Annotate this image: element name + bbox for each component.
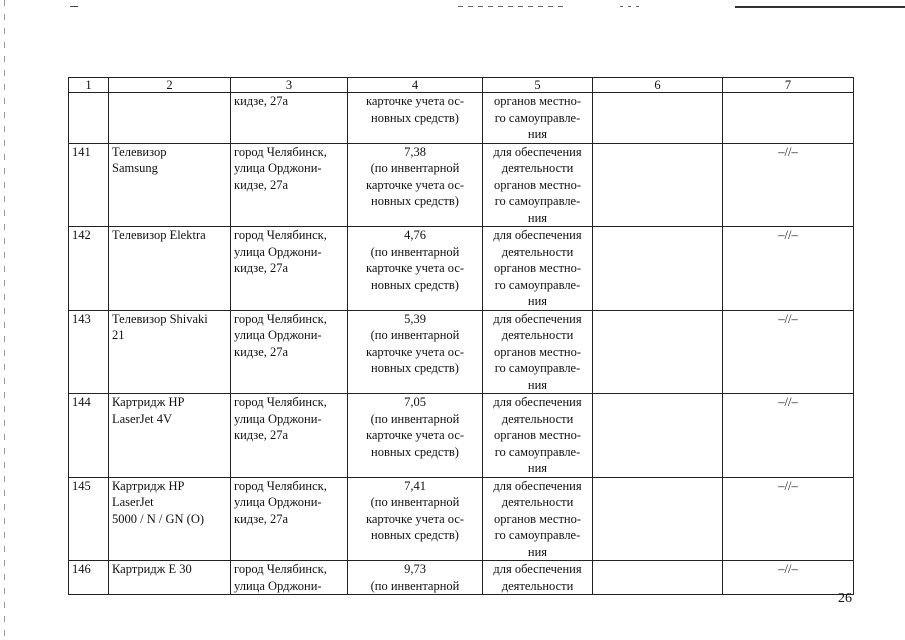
cell-col6 (593, 394, 723, 478)
cell-cost (348, 477, 483, 561)
cell-name (109, 394, 231, 478)
address-line: улица Орджони- (234, 578, 322, 593)
column-header: 4 (348, 78, 483, 93)
cell-note (723, 143, 854, 227)
address-line: улица Орджони- (234, 328, 322, 342)
name-line: Картридж HP (112, 395, 185, 409)
name-line: Телевизор (112, 144, 167, 159)
note-value: –//– (778, 228, 798, 242)
purpose-line: для обеспечения (493, 478, 582, 493)
cost-line: 7,05 (404, 395, 426, 409)
cost-line: новных средств) (371, 194, 459, 208)
cost-line: карточке учета ос- (365, 177, 465, 192)
cost-line: (по инвентарной (370, 328, 460, 342)
note-value: –//– (778, 478, 798, 493)
name-line: LaserJet 4V (112, 411, 173, 426)
cell-note (723, 310, 854, 394)
cost-line: карточке учета ос- (365, 511, 465, 526)
purpose-line: деятельности (501, 161, 574, 175)
name-line: Картридж HP (112, 478, 185, 493)
cost-line: (по инвентарной (370, 495, 460, 509)
page-number: 26 (838, 591, 852, 606)
purpose-line: ния (527, 210, 548, 225)
purpose-line: органов местно- (493, 344, 582, 359)
cell-note (723, 561, 854, 595)
cell-purpose (483, 310, 593, 394)
address-line: город Челябинск, (234, 395, 327, 409)
inventory-table (68, 77, 854, 595)
cell-address (231, 227, 348, 311)
cost-line: новных средств) (371, 277, 459, 292)
cell-address (231, 310, 348, 394)
cell-address (231, 143, 348, 227)
cell-name (109, 143, 231, 227)
column-number-row (69, 78, 854, 93)
purpose-line: органов местно- (493, 428, 582, 442)
cell-col6 (593, 93, 723, 144)
scan-top-rule (735, 6, 905, 8)
cost-line: карточке учета ос- (365, 261, 465, 275)
purpose-line: ния (527, 544, 548, 559)
purpose-line: органов местно- (493, 177, 582, 192)
scan-edge-shadow (4, 0, 5, 640)
cost-line: 5,39 (404, 311, 426, 326)
cost-line: 7,38 (404, 144, 426, 159)
purpose-line: ния (527, 377, 548, 392)
note-value: –//– (778, 562, 798, 576)
cell-note (723, 227, 854, 311)
address-line: город Челябинск, (234, 311, 327, 326)
cell-cost (348, 93, 483, 144)
cell-cost (348, 227, 483, 311)
address-line: кидзе, 27а (234, 344, 289, 359)
cell-address (231, 561, 348, 595)
cost-line: карточке учета ос- (365, 428, 465, 442)
purpose-line: ния (527, 127, 548, 141)
address-line: город Челябинск, (234, 228, 327, 242)
cell-col6 (593, 561, 723, 595)
cell-num (69, 143, 109, 227)
name-line: 21 (112, 328, 125, 342)
cell-name (109, 93, 231, 144)
address-line: кидзе, 27а (234, 511, 289, 526)
cell-num (69, 394, 109, 478)
purpose-line: для обеспечения (493, 144, 582, 159)
column-header: 7 (723, 78, 854, 93)
cell-purpose (483, 227, 593, 311)
purpose-line: органов местно- (493, 94, 582, 108)
cell-cost (348, 561, 483, 595)
cost-line: новных средств) (371, 528, 459, 542)
purpose-line: го самоуправле- (494, 194, 581, 208)
cell-address (231, 477, 348, 561)
cell-col6 (593, 310, 723, 394)
cell-address (231, 394, 348, 478)
cell-cost (348, 143, 483, 227)
name-line: LaserJet (112, 495, 154, 509)
address-line: кидзе, 27а (234, 261, 289, 275)
scan-artifact (620, 6, 640, 7)
note-value: –//– (778, 395, 798, 409)
purpose-line: го самоуправле- (494, 277, 581, 292)
table-row (69, 477, 854, 561)
column-header: 1 (69, 78, 109, 93)
cell-address (231, 93, 348, 144)
cell-col6 (593, 227, 723, 311)
cell-cost (348, 394, 483, 478)
cell-note (723, 394, 854, 478)
address-line: улица Орджони- (234, 161, 322, 175)
table-row (69, 394, 854, 478)
purpose-line: ния (527, 461, 548, 475)
address-line: кидзе, 27а (234, 177, 289, 192)
cell-num (69, 561, 109, 595)
purpose-line: органов местно- (493, 261, 582, 275)
cell-num (69, 93, 109, 144)
cell-num (69, 227, 109, 311)
column-header: 2 (109, 78, 231, 93)
address-line: улица Орджони- (234, 244, 322, 259)
cell-cost (348, 310, 483, 394)
address-line: город Челябинск, (234, 562, 327, 576)
cell-purpose (483, 93, 593, 144)
cell-purpose (483, 477, 593, 561)
cell-name (109, 561, 231, 595)
address-line: кидзе, 27а (234, 428, 289, 442)
address-line: город Челябинск, (234, 478, 327, 493)
row-number: 144 (72, 395, 91, 409)
purpose-line: ния (527, 294, 548, 308)
cell-purpose (483, 143, 593, 227)
purpose-line: деятельности (501, 411, 574, 426)
column-header: 6 (593, 78, 723, 93)
purpose-line: для обеспечения (493, 395, 582, 409)
purpose-line: деятельности (501, 328, 574, 342)
name-line: Samsung (112, 161, 158, 175)
row-number: 146 (72, 562, 91, 576)
column-header: 5 (483, 78, 593, 93)
name-line: Картридж E 30 (112, 562, 192, 576)
name-line: Телевизор Shivaki (112, 311, 208, 326)
purpose-line: деятельности (501, 578, 574, 593)
purpose-line: для обеспечения (493, 228, 582, 242)
continuation-row (69, 93, 854, 144)
row-number: 143 (72, 311, 91, 326)
cost-line: карточке учета ос- (365, 344, 465, 359)
cost-line: (по инвентарной (370, 411, 460, 426)
cell-note (723, 477, 854, 561)
address-line: улица Орджони- (234, 411, 322, 426)
purpose-line: го самоуправле- (494, 361, 581, 375)
purpose-line: го самоуправле- (494, 528, 581, 542)
table-row (69, 227, 854, 311)
purpose-line: для обеспечения (493, 311, 582, 326)
cell-col6 (593, 477, 723, 561)
cost-line: 4,76 (404, 228, 426, 242)
cost-line: (по инвентарной (370, 161, 460, 175)
cost-line: новных средств) (371, 361, 459, 375)
cost-line: 9,73 (404, 562, 426, 576)
column-header: 3 (231, 78, 348, 93)
name-line: 5000 / N / GN (O) (112, 511, 205, 526)
scan-artifact (458, 6, 568, 7)
purpose-line: органов местно- (493, 511, 582, 526)
cell-purpose (483, 394, 593, 478)
table-row (69, 143, 854, 227)
cost-line: новных средств) (371, 110, 459, 125)
row-number: 141 (72, 144, 91, 159)
cell-name (109, 310, 231, 394)
cost-line: новных средств) (371, 444, 459, 459)
purpose-line: для обеспечения (493, 562, 582, 576)
address-line: улица Орджони- (234, 495, 322, 509)
row-number: 142 (72, 228, 91, 242)
purpose-line: деятельности (501, 495, 574, 509)
cell-note (723, 93, 854, 144)
cell-name (109, 477, 231, 561)
address-line: кидзе, 27а (234, 94, 289, 108)
cost-line: карточке учета ос- (365, 94, 465, 108)
purpose-line: го самоуправле- (494, 444, 581, 459)
table-row (69, 561, 854, 595)
cell-col6 (593, 143, 723, 227)
scan-artifact (70, 6, 78, 7)
table-row (69, 310, 854, 394)
row-number: 145 (72, 478, 91, 493)
cell-num (69, 477, 109, 561)
name-line: Телевизор Elektra (112, 228, 206, 242)
cell-name (109, 227, 231, 311)
purpose-line: го самоуправле- (494, 110, 581, 125)
cost-line: 7,41 (404, 478, 426, 493)
purpose-line: деятельности (501, 244, 574, 259)
cost-line: (по инвентарной (370, 578, 460, 593)
cost-line: (по инвентарной (370, 244, 460, 259)
cell-num (69, 310, 109, 394)
note-value: –//– (778, 144, 798, 159)
cell-purpose (483, 561, 593, 595)
address-line: город Челябинск, (234, 144, 327, 159)
note-value: –//– (778, 311, 798, 326)
